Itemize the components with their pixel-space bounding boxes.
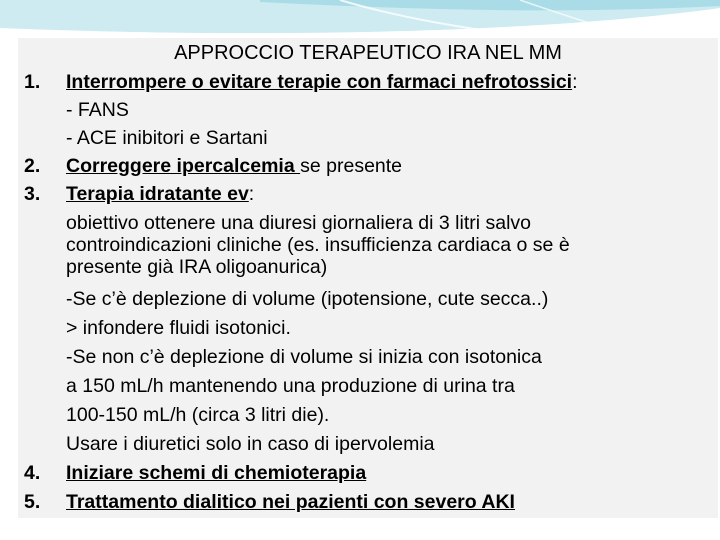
item-1-number: 1.	[24, 71, 41, 93]
item-3-number: 3.	[24, 183, 41, 205]
item-1-heading-suffix: :	[572, 71, 578, 93]
item-3-heading-text: Terapia idratante ev	[66, 183, 249, 205]
item-3-sub-9: Usare i diuretici solo in caso di ipervolemia	[66, 433, 435, 455]
top-decoration	[0, 0, 720, 40]
item-3-sub-8: 100-150 mL/h (circa 3 litri die).	[66, 404, 330, 426]
item-3-sub-5: > infondere fluidi isotonici.	[66, 317, 291, 339]
slide-content	[18, 38, 718, 518]
item-1-sub-2: - ACE inibitori e Sartani	[66, 127, 268, 149]
slide-title: APPROCCIO TERAPEUTICO IRA NEL MM	[174, 42, 562, 64]
item-4-number: 4.	[24, 462, 41, 484]
item-3-heading	[66, 183, 254, 205]
item-3-heading-suffix: :	[248, 183, 255, 205]
item-2-heading	[66, 155, 402, 177]
item-3-sub-3: presente già IRA oligoanurica)	[66, 256, 328, 278]
item-1-sub-1: - FANS	[66, 99, 129, 121]
item-3-sub-7: a 150 mL/h mantenendo una produzione di urina tra	[66, 375, 515, 397]
item-1-heading-text: Interrompere o evitare terapie con farmaci nefrotossici	[66, 71, 573, 93]
item-2-heading-suffix: se presente	[300, 155, 403, 177]
item-3-sub-1: obiettivo ottenere una diuresi giornaliera di 3 litri salvo	[66, 212, 532, 234]
item-2-heading-text: Correggere ipercalcemia	[66, 155, 301, 177]
item-3-sub-4: -Se c’è deplezione di volume (ipotensione, cute secca..)	[66, 288, 549, 310]
item-5-number: 5.	[24, 491, 41, 513]
item-3-sub-2: controindicazioni cliniche (es. insufficienza cardiaca o se è	[66, 234, 570, 256]
item-5-heading	[66, 491, 515, 513]
item-3-sub-6: -Se non c’è deplezione di volume si inizia con isotonica	[66, 346, 542, 368]
item-1-heading	[66, 71, 578, 93]
item-2-number: 2.	[24, 155, 41, 177]
item-4-heading-text: Iniziare schemi di chemioterapia	[66, 462, 367, 484]
item-5-heading-text: Trattamento dialitico nei pazienti con severo AKI	[66, 491, 515, 513]
item-4-heading	[66, 462, 366, 484]
